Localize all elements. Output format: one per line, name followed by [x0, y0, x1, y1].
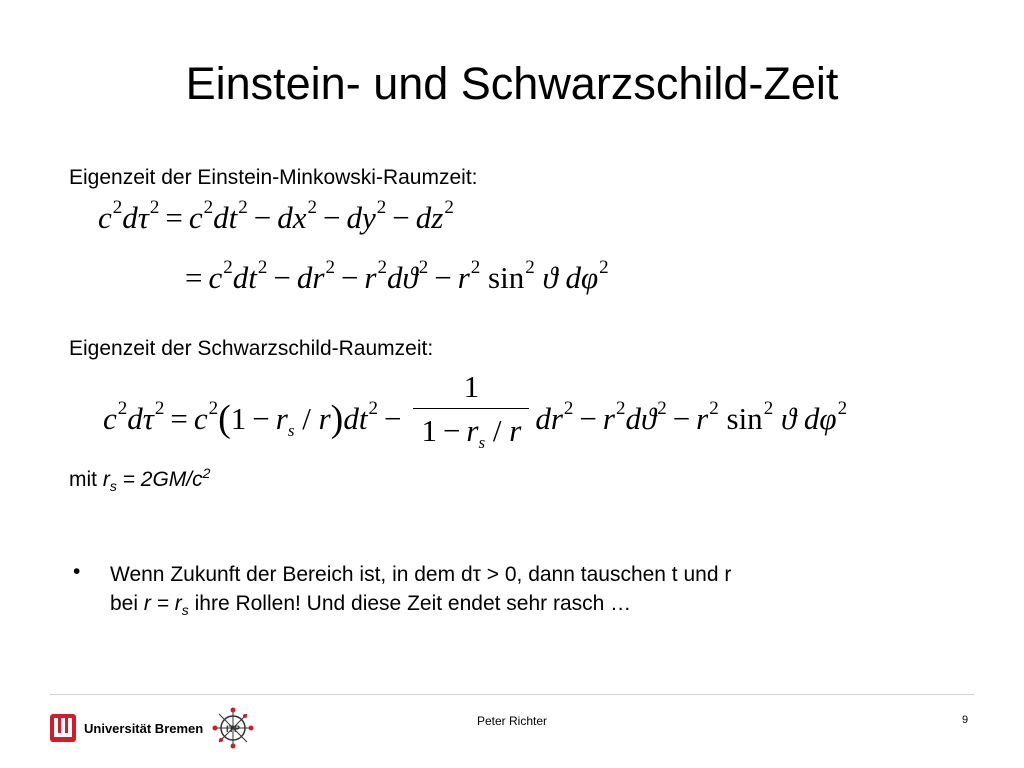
bullet-line2-r: r = r [143, 592, 182, 615]
bullet-line1: Wenn Zukunft der Bereich ist, in dem dτ > 0, dann tauschen t und r [110, 563, 732, 586]
university-logo [48, 706, 255, 750]
mit-r: r [102, 468, 110, 491]
mit-s: s [109, 478, 117, 495]
schwarzschild-radius-definition [69, 465, 210, 494]
minkowski-equation-line2: = $c^2dt^2 - dr^2 - r^2dϑ^2 - r^2$ $\sin^2 ϑ$ $d\varphi^2$ [185, 257, 609, 295]
university-name: Universität Bremen [84, 720, 204, 736]
bullet-text [110, 560, 930, 625]
schwarzschild-label: Eigenzeit der Schwarzschild-Raumzeit: [69, 337, 434, 360]
slide-title: Einstein- und Schwarzschild-Zeit [185, 58, 839, 109]
mit-formula: = 2GM/c [116, 468, 203, 491]
mit-exp: 2 [202, 465, 211, 481]
page-number: 9 [962, 714, 969, 726]
mit-prefix: mit [69, 468, 103, 491]
itp-logo-text: ITP [226, 724, 241, 734]
schwarzschild-equation: $c^2d\tau^2 = c^2(1 - r_s / r)dt^2$ − $\frac{1}{1 - r_s / r}$ $dr^2 - r^2dϑ^2 - r^2$ $\sin^2 ϑ$ $d\varphi^2$ [103, 369, 848, 452]
minkowski-label: Eigenzeit der Einstein-Minkowski-Raumzeit: [69, 166, 478, 189]
fraction: $\frac{1}{1 - r_s / r}$ [413, 369, 529, 449]
footer-divider [50, 694, 974, 695]
bullet-line2-rest: ihre Rollen! Und diese Zeit endet sehr rasch … [188, 592, 632, 615]
itp-logo-icon [211, 706, 255, 750]
footer-author: Peter Richter [476, 714, 548, 728]
bullet-line2-prefix: bei [110, 592, 144, 615]
minkowski-equation-line1: $c^2d\tau^2 = c^2dt^2 - dx^2 - dy^2 - dz^2$ [98, 197, 454, 235]
bullet-marker: • [73, 560, 81, 583]
bullet-line2-s: s [181, 602, 189, 619]
bullet-line2 [110, 589, 930, 625]
